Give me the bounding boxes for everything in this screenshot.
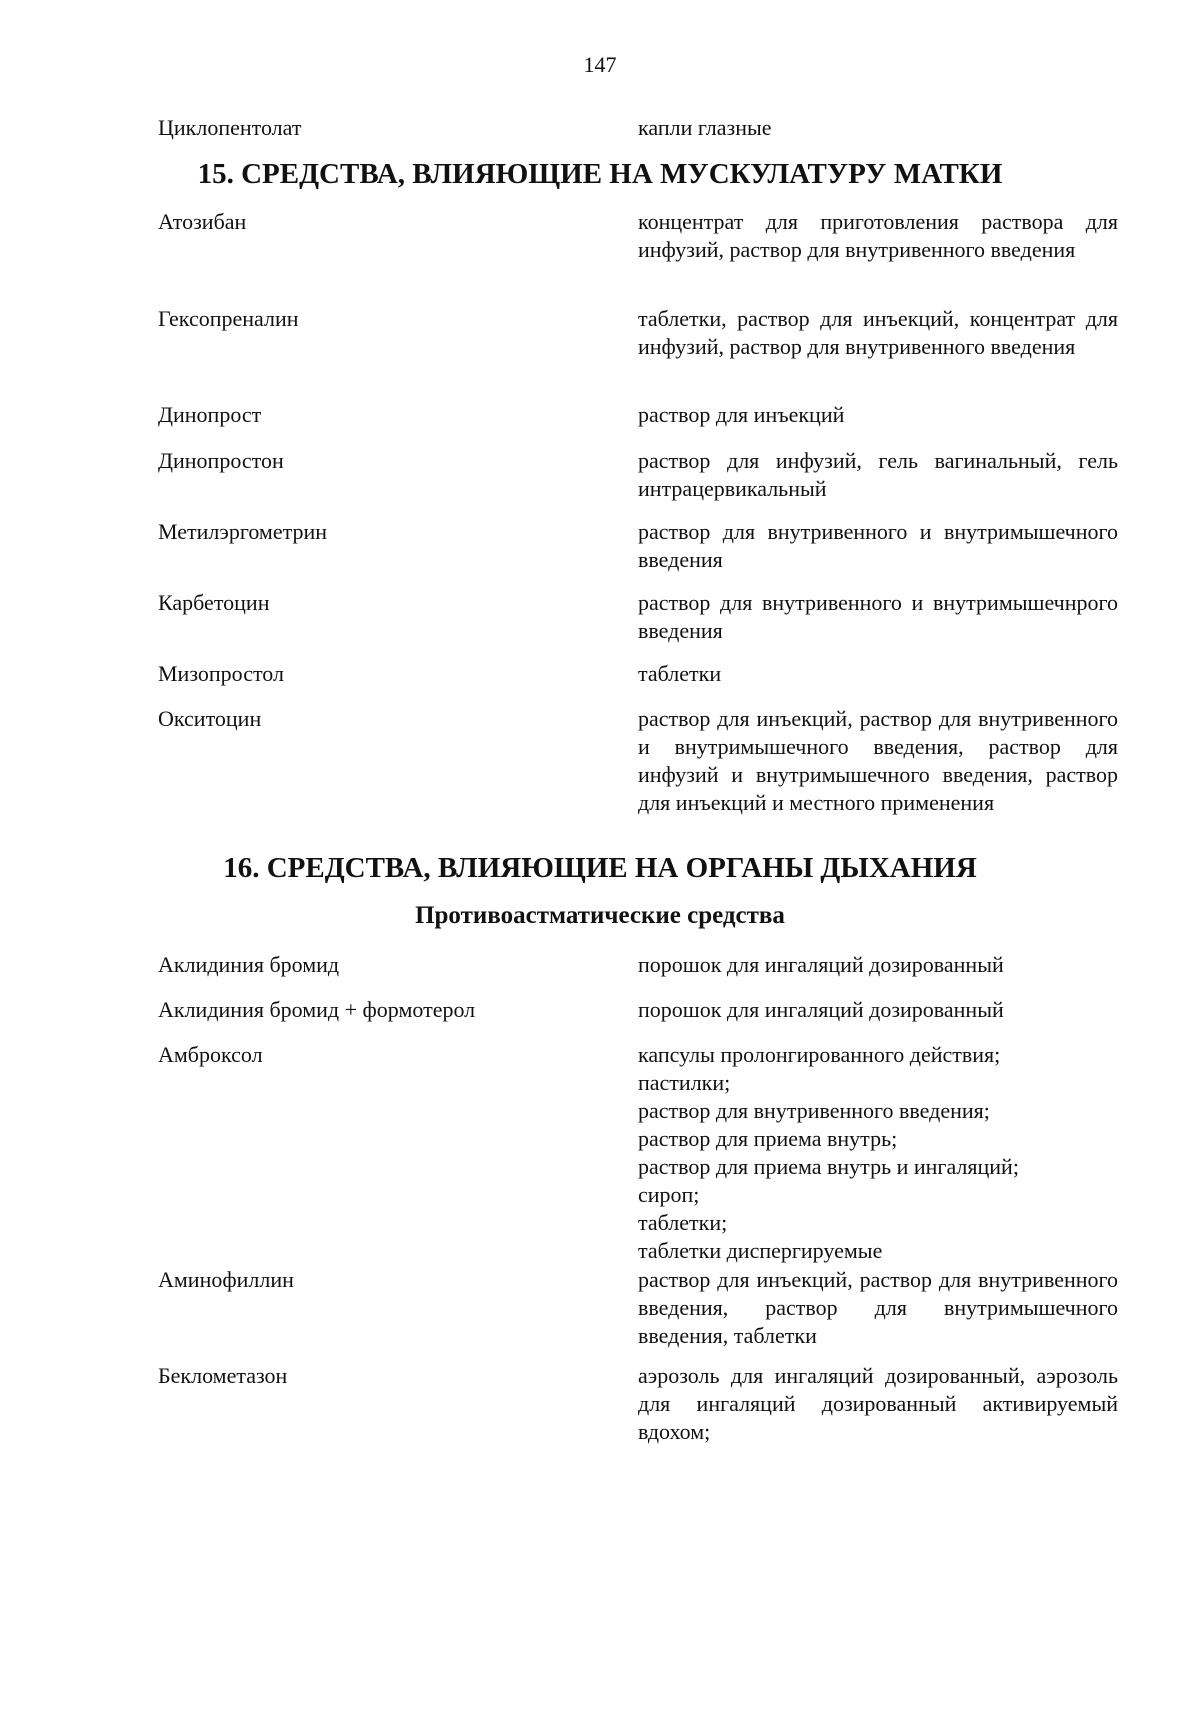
drug-name: Окситоцин [158,706,262,731]
drug-form-line: сироп; [638,1182,700,1207]
drug-form: раствор для внутривенного и внутримышечного введения [638,519,1118,572]
drug-form-line: таблетки диспергируемые [638,1238,883,1263]
drug-name: Метилэргометрин [158,519,328,544]
drug-form: раствор для инъекций, раствор для внутривенного введения, раствор для внутримышечного введения, таблетки [638,1267,1118,1348]
drug-form: раствор для внутривенного и внутримышечнрого введения [638,590,1118,643]
drug-form-line: таблетки; [638,1210,728,1235]
drug-form: таблетки, раствор для инъекций, концентрат для инфузий, раствор для внутривенного введения [638,306,1118,359]
drug-form-line: капсулы пролонгированного действия; [638,1042,1001,1067]
drug-name: Аминофиллин [158,1267,294,1292]
drug-form-list [638,1041,1118,1265]
drug-form: раствор для инфузий, гель вагинальный, гель интрацервикальный [638,448,1118,501]
section-heading: 15. СРЕДСТВА, ВЛИЯЮЩИЕ НА МУСКУЛАТУРУ МАТКИ [197,158,1003,190]
drug-form: капли глазные [638,115,772,140]
drug-name: Мизопростол [158,661,284,686]
drug-name: Атозибан [158,209,247,234]
section-subheading: Противоастматические средства [415,902,785,929]
drug-name: Беклометазон [158,1363,288,1388]
page-number: 147 [583,52,617,77]
drug-form: аэрозоль для ингаляций дозированный, аэрозоль для ингаляций дозированный активируемый вдохом; [638,1363,1118,1444]
drug-form: порошок для ингаляций дозированный [638,997,1004,1022]
drug-form-line: пастилки; [638,1070,731,1095]
drug-name: Аклидиния бромид [158,952,340,977]
drug-name: Циклопентолат [158,115,302,140]
drug-form: концентрат для приготовления раствора для инфузий, раствор для внутривенного введения [638,209,1118,262]
drug-form-line: раствор для внутривенного введения; [638,1098,990,1123]
drug-name: Динопростон [158,448,284,473]
drug-form: таблетки [638,661,722,686]
drug-name: Гексопреналин [158,306,299,331]
drug-name: Амброксол [158,1042,263,1067]
drug-form: раствор для инъекций, раствор для внутривенного и внутримышечного введения, раствор для инфузий и внутримышечного введения, раствор для инъекций и местного применения [638,706,1118,815]
drug-form: порошок для ингаляций дозированный [638,952,1004,977]
section-heading: 16. СРЕДСТВА, ВЛИЯЮЩИЕ НА ОРГАНЫ ДЫХАНИЯ [223,852,977,884]
drug-form: раствор для инъекций [638,402,845,427]
drug-name: Карбетоцин [158,590,270,615]
drug-name: Аклидиния бромид + формотерол [158,997,476,1022]
drug-form-line: раствор для приема внутрь и ингаляций; [638,1154,1019,1179]
drug-form-line: раствор для приема внутрь; [638,1126,898,1151]
drug-name: Динопрост [158,402,262,427]
